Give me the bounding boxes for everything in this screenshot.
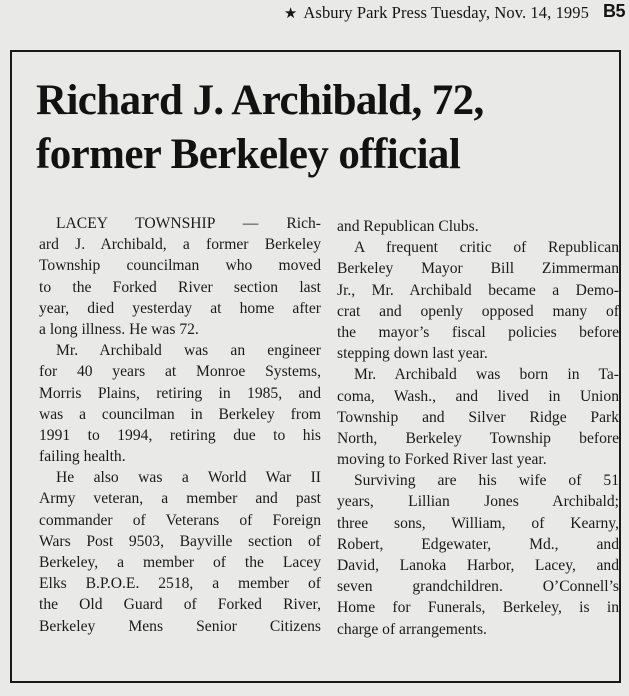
article-text-line: Army veteran, a member and past: [39, 490, 321, 508]
article-headline: [36, 74, 616, 182]
article-text-line: LACEY TOWNSHIP — Rich-: [56, 215, 321, 232]
article-text-line: ard J. Archibald, a former Berkeley: [39, 236, 321, 254]
article-text-line: Township and Silver Ridge Park: [337, 408, 619, 426]
masthead-publication-date: Asbury Park Press Tuesday, Nov. 14, 1995: [303, 3, 589, 22]
article-text-line: Berkeley Mens Senior Citizens: [39, 617, 321, 635]
article-text-line: Berkeley Mayor Bill Zimmerman: [337, 260, 619, 278]
article-text-line: Mr. Archibald was born in Ta-: [354, 366, 619, 384]
article-text-line: 1991 to 1994, retiring due to his: [39, 426, 321, 444]
article-text-line: crat and openly opposed many of: [337, 302, 619, 320]
star-icon: ★: [283, 6, 298, 22]
article-text-line: coma, Wash., and lived in Union: [337, 387, 619, 405]
article-text-line: year, died yesterday at home after: [39, 299, 321, 317]
left-column: [39, 213, 321, 637]
article-text-line: a long illness. He was 72.: [39, 320, 199, 338]
page-number: B5: [602, 1, 625, 21]
article-text-line: seven grandchildren. O’Connell’s: [337, 578, 619, 596]
masthead-line: [284, 3, 589, 23]
masthead: [0, 0, 629, 26]
article-text-line: moving to Forked River last year.: [337, 451, 547, 469]
article-text-line: Township councilman who moved: [39, 257, 321, 275]
article-text-line: Berkeley, a member of the Lacey: [39, 554, 321, 571]
article-text-line: Morris Plains, retiring in 1985, and: [39, 384, 321, 402]
article-text-line: was a councilman in Berkeley from: [39, 405, 321, 423]
article-text-line: and Republican Clubs.: [337, 218, 479, 235]
right-column: [337, 216, 619, 640]
article-body: [29, 213, 619, 673]
headline-line-2: former Berkeley official: [36, 131, 461, 178]
article-box: [10, 50, 621, 683]
article-text-line: failing health.: [39, 448, 126, 466]
article-text-line: years, Lillian Jones Archibald;: [337, 493, 619, 511]
article-text-line: Robert, Edgewater, Md., and: [337, 535, 619, 553]
article-text-line: David, Lanoka Harbor, Lacey, and: [337, 557, 619, 574]
article-text-line: Home for Funerals, Berkeley, is in: [337, 599, 619, 617]
article-text-line: to the Forked River section last: [39, 278, 321, 296]
article-text-line: Elks B.P.O.E. 2518, a member of: [39, 575, 321, 593]
article-text-line: charge of arrangements.: [337, 620, 487, 638]
article-text-line: stepping down last year.: [337, 345, 488, 363]
article-text-line: He also was a World War II: [56, 469, 321, 487]
article-text-line: Jr., Mr. Archibald became a Demo-: [337, 281, 619, 299]
article-text-line: North, Berkeley Township before: [337, 429, 619, 447]
article-text-line: for 40 years at Monroe Systems,: [39, 363, 321, 381]
article-text-line: the mayor’s fiscal policies before: [337, 323, 619, 341]
headline-line-1: Richard J. Archibald, 72,: [36, 77, 484, 124]
article-text-line: commander of Veterans of Foreign: [39, 511, 321, 529]
article-text-line: Wars Post 9503, Bayville section of: [39, 532, 321, 550]
article-text-line: three sons, William, of Kearny,: [337, 514, 619, 532]
article-text-line: A frequent critic of Republican: [354, 239, 619, 257]
article-text-line: Mr. Archibald was an engineer: [56, 342, 321, 360]
article-text-line: Surviving are his wife of 51: [354, 472, 619, 490]
article-text-line: the Old Guard of Forked River,: [39, 596, 321, 614]
